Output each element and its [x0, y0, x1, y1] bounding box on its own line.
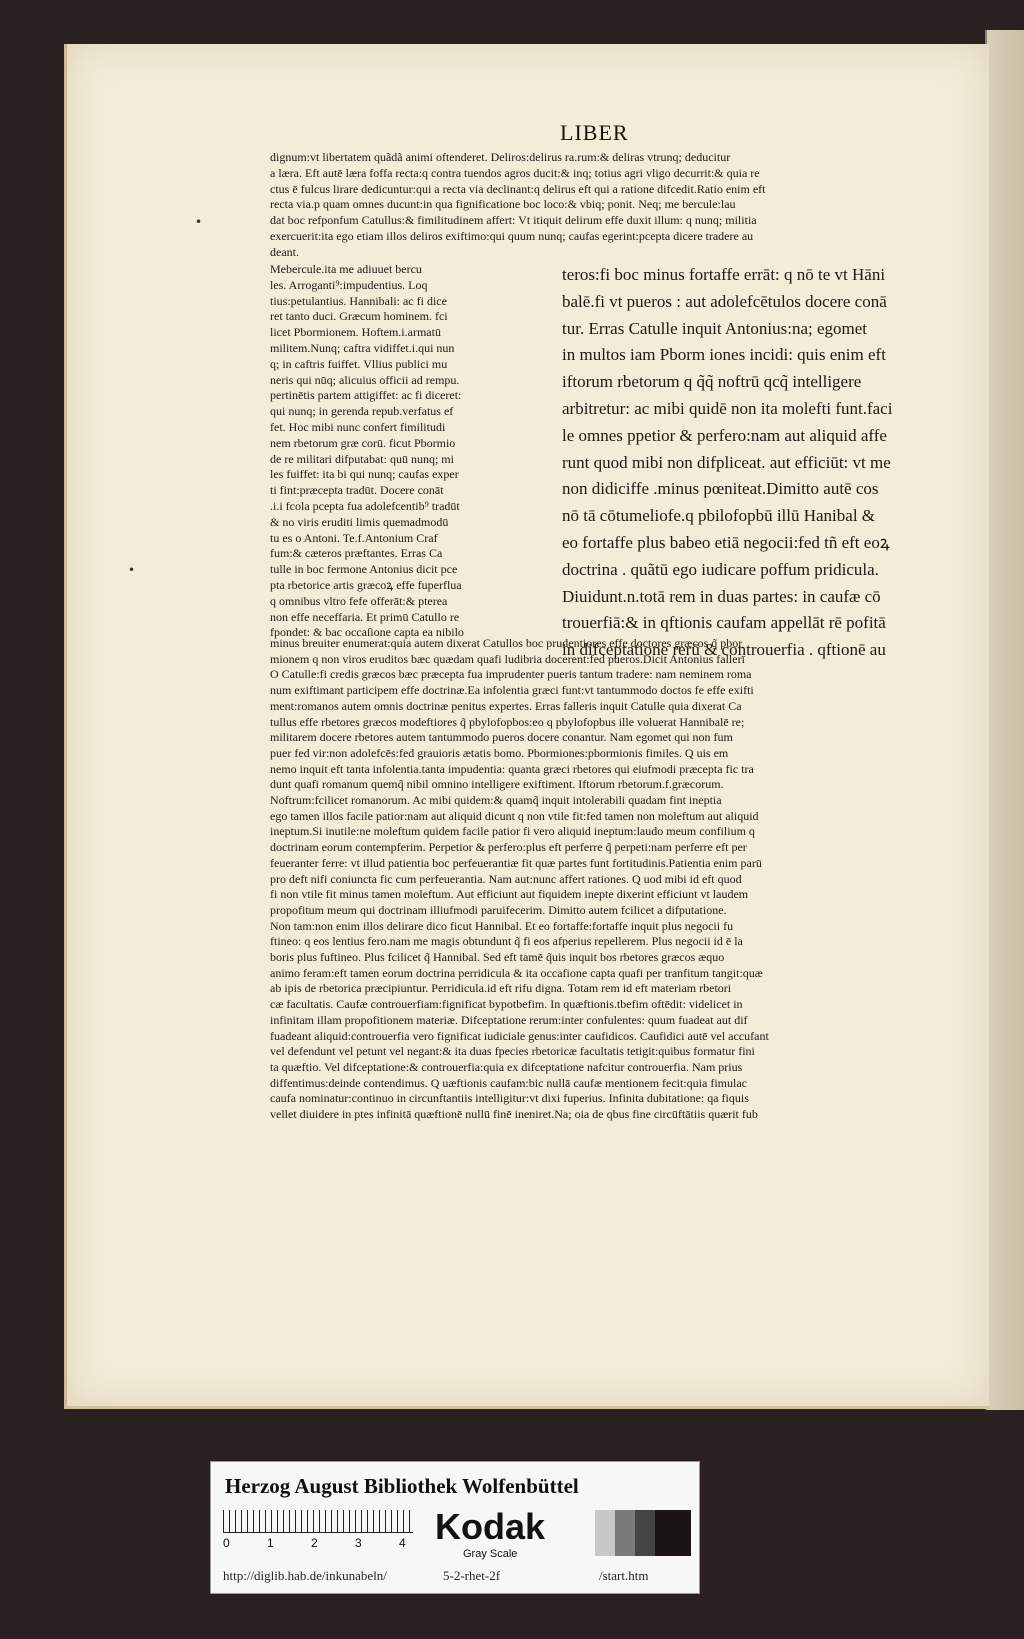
marginal-dot-mark: • — [195, 215, 203, 229]
gloss-line: ti fint:præcepta tradūt. Docere conāt — [270, 483, 444, 498]
gloss-line: militem.Nunq; caftra vidiffet.i.qui nun — [270, 340, 455, 355]
gloss-line: ret tanto duci. Græcum hominem. fci — [270, 309, 448, 324]
marginal-dot-mark: • — [128, 563, 136, 577]
commentary-line: fuadeant aliquid:controuerfia vero fignificat iudiciale genus:inter caufidicos. Caufidici autē vel accufant — [270, 1028, 769, 1043]
commentary-line: a læra. Eft autē læra foffa recta:q contra tuendos agros ducit:& inq; totius agri vligo decurrit:& quia re — [270, 165, 760, 180]
main-text-line: balē.fi vt pueros : aut adolefcētulos docere conā — [562, 291, 887, 311]
commentary-line: propofitum meum qui doctrinam illiufmodi paruifecerim. Dimitto autem fcilicet a difputatione. — [270, 902, 727, 917]
gloss-line: tius:petulantius. Hannibali: ac fi dice — [270, 293, 447, 308]
gloss-line: licet Pbormionem. Hoftem.i.armatū — [270, 325, 441, 340]
commentary-line: militarem docere rbetores autem tantummodo pueros docere conantur. Nam egomet qui non fum — [270, 730, 733, 745]
commentary-line: fi non vtile fit minus tamen moleftum. Aut efficiunt aut fiquidem inepte dixerint efficiunt vt laudem — [270, 887, 749, 902]
gloss-line: qui nunq; in gerenda repub.verfatus ef — [270, 404, 454, 419]
start-path: /start.htm — [599, 1568, 649, 1583]
gloss-line: les. Arroganti⁹:impudentius. Loq — [270, 277, 428, 292]
main-text-line: in multos iam Pborm iones incidi: quis enim eft — [562, 345, 886, 365]
commentary-line: dignum:vt libertatem quãdã animi oftenderet. Deliros:delirus ra.rum:& deliras vtrunq; deducitur — [270, 150, 731, 164]
ruler-number: 0 — [223, 1536, 230, 1550]
source-url: http://diglib.hab.de/inkunabeln/ — [223, 1568, 387, 1583]
color-target-card — [210, 1461, 700, 1594]
gloss-line: tu es o Antoni. Te.f.Antonium Craf — [270, 530, 438, 545]
main-text-line: le omnes ppetior & perfero:nam aut aliquid affe — [562, 425, 887, 445]
commentary-line: ta quæftio. Vel difceptatione:& controuerfia:quia ex difceptatione nafcitur controuerfia. Nam prius — [270, 1059, 743, 1074]
main-text-line: iftorum rbetorum q q̃q̃ noftrū qcq̃ intelligere — [562, 372, 862, 392]
commentary-line: recta via.p quam omnes ducunt:in qua fignificatione boc loco:& vbiq; ponit. Neq; me bercule:lau — [270, 197, 736, 212]
running-head: LIBER — [560, 120, 629, 145]
main-text-line: tur. Erras Catulle inquit Antonius:na; egomet — [562, 318, 868, 338]
commentary-top — [270, 150, 960, 261]
commentary-line: ego tamen illos facile patior:nam aut aliquid dicunt q non vtile fit:fed tamen non moleftum aut aliquid — [270, 808, 759, 823]
gloss-line: neris qui nūq; alicuius officii ad rempu. — [270, 372, 460, 387]
main-text-line: runt quod mibi non difpliceat. aut efficiūt: vt me — [562, 452, 891, 472]
main-text-line: nō tā cōtumeliofe.q pbilofopbū illū Hanibal & — [562, 506, 876, 526]
commentary-line: dat boc refponfum Catullus:& fimilitudinem affert: Vt itiquit delirum effe duxit illum: q nunq; militia — [270, 213, 757, 228]
commentary-line: exercuerit:ita ego etiam illos deliros exiftimo:qui quum nunq; caufas egerint:pcepta dicere tradere au — [270, 228, 754, 243]
gloss-line: fum:& cæteros præftantes. Erras Ca — [270, 546, 443, 561]
commentary-line: infinitam illam propofitionem materiæ. Difceptatione rerum:inter confulentes: quum fuadeat aut dif — [270, 1012, 748, 1027]
commentary-line: minus breuiter enumerat:quia autem dixerat Catullos boc prudentiores effe doctores græcos q̃ pbor — [270, 636, 743, 650]
gloss-line: fet. Hoc mibi nunc confert fimilitudi — [270, 419, 446, 434]
side-gloss — [270, 262, 545, 641]
gloss-line: nem rbetorum græ corū. ficut Pbormio — [270, 435, 456, 450]
gloss-line: de re militari difputabat: quū nunq; mi — [270, 451, 454, 466]
commentary-line: ftineo: q eos lentius fero.nam me magis obtundunt q̃ fi eos afperius repellerem. Plus negocii id ē la — [270, 934, 743, 949]
gloss-line: .i.i fcola pcepta fua adolefcentib⁹ tradūt — [270, 498, 460, 513]
commentary-lower — [270, 636, 960, 1123]
gloss-line: fpondet: & bac occaſione capta ea nibilo — [270, 625, 464, 640]
commentary-line: puer fed vir:non adolefcēs:fed grauioris ætatis bomo. Pbormiones:pbormionis fimiles. Q uis em — [270, 745, 729, 760]
commentary-line: vel defendunt vel petunt vel negant:& ita duas fpecies rbetoricæ facultatis tetigit:quibus formatur fini — [270, 1044, 755, 1059]
commentary-line: Non tam:non enim illos delirare dico ficut Hannibal. Et eo fortaffe:fortaffe inquit plus negocii fu — [270, 918, 734, 933]
ruler-number: 1 — [267, 1536, 274, 1550]
commentary-line: nemo inquit eft tanta infolentia.tanta impudentia: quanta græci rbetores qui eiufmodi præcepta fic tra — [270, 761, 754, 776]
ruler-number: 4 — [399, 1536, 406, 1550]
commentary-line: mionem q non viros eruditos bæc quædam quafi ludibria docerent:fed pueros.Dicit Antonius fallerī — [270, 651, 745, 666]
main-text-line: Diuidunt.n.totā rem in duas partes: in caufæ cō — [562, 586, 881, 606]
library-name: Herzog August Bibliothek Wolfenbüttel — [225, 1474, 579, 1498]
commentary-line: Noftrum:fcilicet romanorum. Ac mibi quidem:& quamq̃ inquit intolerabili quadam fint ineptia — [270, 793, 722, 808]
commentary-line: cæ facultatis. Caufæ controuerfiam:fignificat bypotbefim. In quæftionis.tbefim oftēdit: videlicet in — [270, 997, 743, 1012]
main-text-line: in difceptatione rerū & controuerfia . qftionē au — [562, 640, 886, 660]
gloss-line: q; in caftris fuiffet. Vllius publici mu — [270, 356, 448, 371]
gloss-line: tulle in boc fermone Antonius dicit pce — [270, 562, 458, 577]
commentary-line: ineptum.Si inutile:ne moleftum quidem facile patior fi vero aliquid ineptum:laudo meum confilium q — [270, 824, 755, 839]
commentary-line: O Catulle:fi credis græcos bæc præcepta fua imprudenter pueris tantum tradere: nam neminem roma — [270, 667, 752, 682]
commentary-line: ment:romanos autem omnis doctrinæ penitus expertes. Erras falleris inquit Catulle quia dixerat Ca — [270, 698, 742, 713]
main-text-line: non didiciffe .minus pœniteat.Dimitto autē cos — [562, 479, 879, 499]
main-text — [562, 262, 962, 664]
gray-scale-label: Gray Scale — [463, 1548, 518, 1560]
commentary-line: ab ipis de rbetorica præcipiuntur. Perridicula.id eft rifu digna. Totam rem id eft materiam rbetori — [270, 981, 732, 996]
gloss-line: pta rbetorice artis græcoꝝ effe fuperflua — [270, 577, 462, 592]
main-text-line: doctrina . quãtū ego iudicare poffum pridicula. — [562, 559, 879, 579]
commentary-line: deant. — [270, 244, 299, 259]
commentary-line: caufa nominatur:continuo in circunftantiis intelligitur:vt dixi fuperius. Infinita dubitatione: qa fiquis — [270, 1091, 749, 1106]
ruler-number: 2 — [311, 1536, 318, 1550]
commentary-line: vellet diuidere in ptes infinitā quæftionē nullū finē ineniret.Na; oia de qbus fine circūftātiis quærit fub — [270, 1107, 758, 1122]
kodak-logo: Kodak — [435, 1506, 546, 1547]
gloss-line: les fuiffet: ita bi qui nunq; caufas exper — [270, 467, 459, 482]
gray-patch — [615, 1510, 635, 1556]
main-text-line: eo fortaffe plus babeo etiā negocii:fed tñ eft eoꝝ — [562, 532, 890, 552]
shelfmark: 5-2-rhet-2f — [443, 1568, 501, 1583]
main-text-line: arbitretur: ac mibi quidē non ita molefti funt.faci — [562, 398, 893, 418]
gloss-line: q omnibus vltro fefe offerāt:& pterea — [270, 593, 448, 608]
gray-patch — [635, 1510, 655, 1556]
commentary-line: dunt quafi romanum quemq̃ nibil omnino intelligere exiftiment. Iftorum rbetorum.f.græcorum. — [270, 777, 724, 792]
gloss-line: Mebercule.ita me adiuuet bercu — [270, 262, 422, 276]
commentary-line: feueranter ferre: vt illud patientia boc perfeuerantiæ fit quæ partes funt fortitudinis.Patientia enim parū — [270, 855, 762, 870]
commentary-line: num exiftimant participem effe doctrinæ.Ea infolentia græci funt:vt tantummodo doctos fe effe exifti — [270, 683, 754, 698]
measurement-ruler — [223, 1510, 413, 1533]
main-text-line: trouerfiā:& in qftionis caufam appellāt rē pofitā — [562, 613, 886, 633]
commentary-line: pro deft nifi coniuncta fic cum perfeuerantia. Nam aut:nunc affert rationes. Q uod mibi id eft quod — [270, 871, 742, 886]
gray-patch — [595, 1510, 615, 1556]
commentary-line: tullus effe rbetores græcos modeftiores q̃ pbylofopbos:eo q pbylofopbus ille voluerat Hannibalē re; — [270, 714, 745, 729]
main-text-line: teros:fi boc minus fortaffe errāt: q nō te vt Hāni — [562, 265, 886, 284]
gloss-line: & no viris eruditi limis quemadmodū — [270, 514, 449, 529]
commentary-line: animo feram:eft tamen eorum doctrina perridicula & ita occafione capta quafi per tranfitum tangit:quæ — [270, 965, 763, 980]
commentary-line: diffentimus:deinde contendimus. Q uæftionis caufam:bic nullā caufæ mentionem fecit:quia fimulac — [270, 1075, 747, 1090]
commentary-line: boris plus fuftineo. Plus fcilicet q̃ Hannibal. Sed eft tamē q̃uis inquit bos rbetores græcos æquo — [270, 950, 725, 965]
gloss-line: non effe neceffaria. Et primū Catullo re — [270, 609, 460, 624]
gray-patch — [655, 1510, 691, 1556]
commentary-line: ctus ē fulcus lirare dedicuntur:qui a recta via declinant:q delirus eft qui a ratione difcedit.Ratio enim eft — [270, 181, 766, 196]
ruler-number: 3 — [355, 1536, 362, 1550]
commentary-line: doctrinam eorum contempferim. Perpetior & perfero:plus eft perferre q̃ perpeti:nam perferre eft per — [270, 840, 747, 855]
adjacent-page-edge — [985, 30, 1024, 1410]
gloss-line: pertinētis partem attigiffet: ac fi diceret: — [270, 388, 462, 403]
